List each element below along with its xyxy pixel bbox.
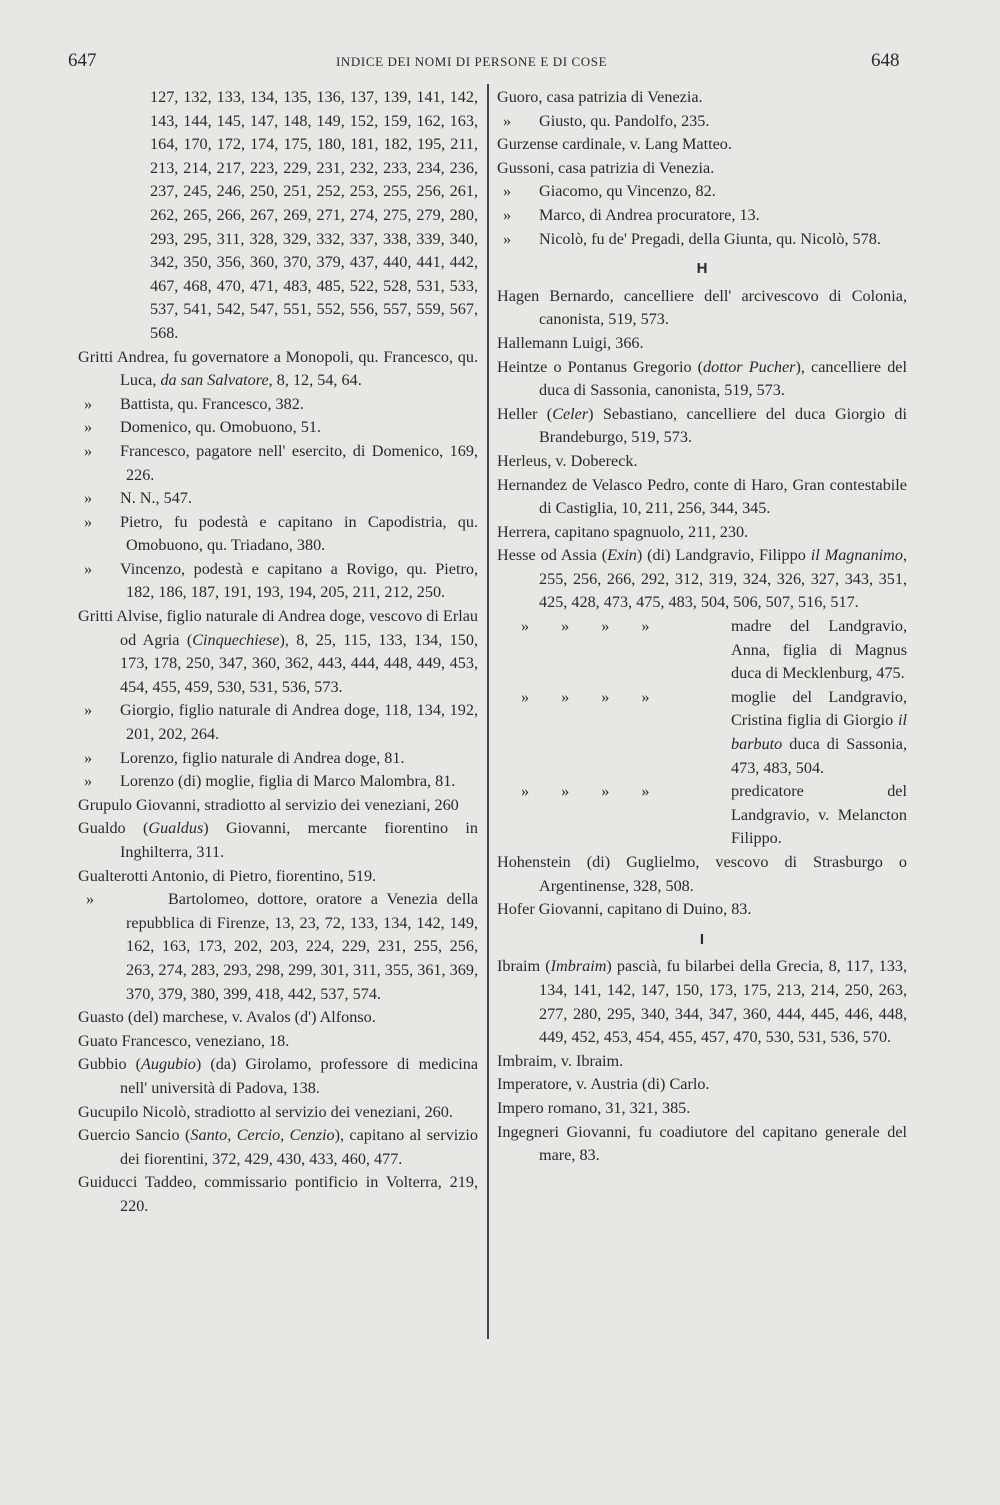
entry-text: Gualterotti Antonio, di Pietro, fiorentino, 519. [78,866,377,885]
entry-text: Herrera, capitano spagnuolo, 211, 230. [497,522,749,541]
index-subentry [78,511,478,558]
ditto-mark: » [84,748,93,767]
entry-text: ) Sebastiano, cancelliere del duca Giorgio di Brandeburgo, 519, 573. [539,404,907,447]
ditto-marks: » » » » [521,617,650,636]
ditto-mark: » [84,418,93,437]
entry-text: Battista, qu. Francesco, 382. [120,394,304,413]
ditto-mark: » [84,512,93,531]
entry-text: ), capitano al servizio dei fiorentini, 372, 429, 430, 433, 460, 477. [120,1126,478,1168]
entry-text: Imbraim, v. Ibraim. [497,1051,624,1070]
entry-text: Lorenzo, figlio naturale di Andrea doge, 81. [120,748,405,767]
entry-text: N. N., 547. [120,489,192,508]
index-entry [497,544,907,615]
entry-text: Imperatore, v. Austria (di) Carlo. [497,1075,710,1094]
index-subentry [78,699,478,746]
entry-text: Gualdo ( [78,819,149,838]
entry-text: Hernandez de Velasco Pedro, conte di Haro, Gran contestabile di Castiglia, 10, 211, 256, 344, 345. [497,475,907,518]
ditto-mark: » [503,182,512,201]
index-entry [78,817,478,864]
index-subentry [78,440,478,487]
entry-text: Vincenzo, podestà e capitano a Rovigo, qu. Pietro, 182, 186, 187, 191, 193, 194, 205, 211, 212, 250. [120,559,478,602]
italic-text: Santo, Cercio, Cenzio [190,1126,335,1145]
index-entry [78,1006,478,1030]
index-column-right [497,86,907,1168]
index-entry [497,851,907,898]
entry-text: Gussoni, casa patrizia di Venezia. [497,158,715,177]
section-letter: H [696,260,708,278]
italic-text: il barbuto [731,711,907,754]
index-entry [497,450,907,474]
entry-text: Gritti Andrea, fu governatore a Monopoli, qu. Francesco, qu. Luca, [78,347,478,390]
entry-text: Hofer Giovanni, capitano di Duino, 83. [497,900,752,919]
index-subentry [497,110,907,134]
ditto-mark: » [84,701,93,720]
index-subentry [497,204,907,228]
entry-text: Lorenzo (di) moglie, figlia di Marco Malombra, 81. [120,772,456,791]
ditto-mark: » [84,489,93,508]
entry-text: Gucupilo Nicolò, stradiotto al servizio dei veneziani, 260. [78,1102,453,1121]
entry-text: Giusto, qu. Pandolfo, 235. [539,111,710,130]
index-entry [497,1121,907,1168]
index-entry [497,157,907,181]
index-entry [497,86,907,110]
entry-text: duca di Sassonia, 473, 483, 504. [731,735,907,777]
ditto-mark: » [503,229,512,248]
index-subentry [78,487,478,511]
index-entry [497,332,907,356]
index-entry [78,605,478,699]
index-subentry [78,747,478,771]
entry-text: ) pascià, fu bilarbei della Grecia, 8, 117, 133, 134, 141, 142, 147, 150, 173, 175, 213, 214, 250, 263, 277, 280, 295, 340, 344, 347, 360, 444, 445, 446, 448, 449, 452, 453, 454, 455, 457, 470, 530, 531, 536, 570. [539,957,907,1047]
index-entry [78,1171,478,1218]
index-entry [497,356,907,403]
entry-text: 127, 132, 133, 134, 135, 136, 137, 139, 141, 142, 143, 144, 145, 147, 148, 149, 152, 159, 162, 163, 164, 170, 172, 174, 175, 180, 181, 182, 195, 211, 213, 214, 217, 223, 229, 231, 232, 233, 234, 236, 237, 245, 246, 250, 251, 252, 253, 255, 256, 261, 262, 265, 266, 267, 269, 271, 274, 275, 279, 280, 293, 295, 311, 328, 329, 332, 337, 338, 339, 340, 342, 350, 356, 360, 370, 379, 437, 440, 441, 442, 467, 468, 470, 471, 483, 485, 522, 528, 531, 533, 537, 541, 542, 547, 551, 552, 556, 557, 559, 567, 568. [150,88,478,342]
entry-text: madre del Landgravio, Anna, figlia di Magnus duca di Mecklenburg, 475. [731,617,907,683]
italic-text: il Magnanimo [810,546,903,565]
entry-text: Pietro, fu podestà e capitano in Capodistria, qu. Omobuono, qu. Triadano, 380. [120,512,478,555]
index-subentry [78,393,478,417]
index-entry [497,521,907,545]
index-subentry [497,180,907,204]
index-continuation [78,86,478,346]
entry-text: Guercio Sancio ( [78,1126,191,1145]
index-subentry [497,686,907,780]
ditto-mark: » [84,394,93,413]
entry-text: Ingegneri Giovanni, fu coadiutore del capitano generale del mare, 83. [497,1122,907,1165]
index-subentry [497,228,907,252]
index-subentry [497,780,907,851]
entry-text: Bartolomeo, dottore, oratore a Venezia della repubblica di Firenze, 13, 23, 72, 133, 134, 142, 149, 162, 163, 173, 202, 203, 224, 229, 231, 255, 256, 263, 274, 283, 293, 298, 299, 301, 311, 355, 361, 369, 370, 379, 380, 399, 418, 442, 537, 574. [126,890,478,1003]
entry-text: Hohenstein (di) Guglielmo, vescovo di Strasburgo o Argentinense, 328, 508. [497,853,907,895]
running-title: INDICE DEI NOMI DI PERSONE E DI COSE [336,54,608,69]
index-entry [78,865,478,889]
index-column-left [78,86,478,1219]
index-subentry [78,416,478,440]
entry-text: Heintze o Pontanus Gregorio ( [497,357,704,376]
entry-text: Guasto (del) marchese, v. Avalos (d') Alfonso. [78,1008,376,1027]
entry-text: Heller ( [497,404,553,423]
entry-text: Hagen Bernardo, cancelliere dell' arcivescovo di Colonia, canonista, 519, 573. [497,286,907,329]
entry-text: Gurzense cardinale, v. Lang Matteo. [497,135,732,154]
index-entry [497,403,907,450]
ditto-marks: » » » » [521,782,650,801]
entry-text: moglie del Landgravio, Cristina figlia di Giorgio [731,687,907,730]
entry-text: Herleus, v. Dobereck. [497,451,638,470]
entry-text: Grupulo Giovanni, stradiotto al servizio dei veneziani, 260 [78,795,459,814]
entry-text: , 255, 256, 266, 292, 312, 319, 324, 326, 327, 343, 351, 425, 428, 473, 475, 483, 504, 506, 507, 516, 517. [539,546,907,612]
entry-text: Gubbio ( [78,1055,142,1074]
index-subentry [78,770,478,794]
section-letter: I [699,930,705,948]
entry-text: ) (da) Girolamo, professore di medicina nell' università di Padova, 138. [120,1055,478,1097]
entry-text: Giorgio, figlio naturale di Andrea doge, 118, 134, 192, 201, 202, 264. [120,701,478,744]
entry-text: Guoro, casa patrizia di Venezia. [497,88,703,106]
italic-text: da san Salvatore [160,371,269,390]
running-header [0,50,1000,74]
entry-text: Guato Francesco, veneziano, 18. [78,1031,290,1050]
italic-text: Gualdus [148,819,204,838]
ditto-marks: » » » » [521,687,650,706]
italic-text: Exin [607,546,637,565]
entry-text: Marco, di Andrea procuratore, 13. [539,205,760,224]
index-entry [497,898,907,922]
column-divider [487,84,489,1339]
index-entry [78,794,478,818]
page-number-right: 648 [871,50,900,71]
index-entry [78,1053,478,1100]
italic-text: Imbraim [550,957,607,976]
entry-text: Domenico, qu. Omobuono, 51. [120,418,321,437]
entry-text: Francesco, pagatore nell' esercito, di Domenico, 169, 226. [120,441,478,484]
italic-text: Augubio [141,1055,196,1074]
index-entry [78,346,478,393]
entry-text: ) Giovanni, mercante fiorentino in Inghilterra, 311. [120,819,479,861]
entry-text: ), 8, 25, 115, 133, 134, 150, 173, 178, 250, 347, 360, 362, 443, 444, 448, 449, 453, 454, 455, 459, 530, 531, 536, 573. [120,630,478,696]
italic-text: dottor Pucher [703,357,796,376]
entry-text: Nicolò, fu de' Pregadi, della Giunta, qu. Nicolò, 578. [539,229,881,248]
index-subentry [497,615,907,686]
ditto-mark: » [503,205,512,224]
index-entry [78,1030,478,1054]
index-entry [78,1101,478,1125]
ditto-mark: » [86,890,95,909]
ditto-mark: » [503,111,512,130]
index-entry [497,1097,907,1121]
entry-text: Ibraim ( [497,957,551,976]
index-entry [497,474,907,521]
index-entry [78,1124,478,1171]
entry-text: ) (di) Landgravio, Filippo [636,546,811,565]
index-subentry [78,888,478,1006]
entry-text: Giacomo, qu Vincenzo, 82. [539,182,716,201]
italic-text: Cinquechiese [192,630,280,649]
entry-text: predicatore del Landgravio, v. Melancton Filippo. [731,782,907,848]
index-entry [497,955,907,1049]
ditto-mark: » [84,559,93,578]
index-entry [497,1050,907,1074]
ditto-mark: » [84,441,93,460]
entry-text: ), cancelliere del duca di Sassonia, canonista, 519, 573. [539,357,907,400]
entry-text: , 8, 12, 54, 64. [268,371,362,390]
italic-text: Celer [552,404,589,423]
index-subentry [78,558,478,605]
entry-text: Hesse od Assia ( [497,546,608,565]
entry-text: Impero romano, 31, 321, 385. [497,1098,691,1117]
index-entry [497,133,907,157]
entry-text: Hallemann Luigi, 366. [497,333,644,352]
entry-text: Guiducci Taddeo, commissario pontificio in Volterra, 219, 220. [78,1173,478,1215]
page-number-left: 647 [68,50,97,71]
entry-text: Gritti Alvise, figlio naturale di Andrea doge, vescovo di Erlau od Agria ( [78,607,478,649]
ditto-mark: » [84,772,93,791]
index-entry [497,1073,907,1097]
index-entry [497,285,907,332]
